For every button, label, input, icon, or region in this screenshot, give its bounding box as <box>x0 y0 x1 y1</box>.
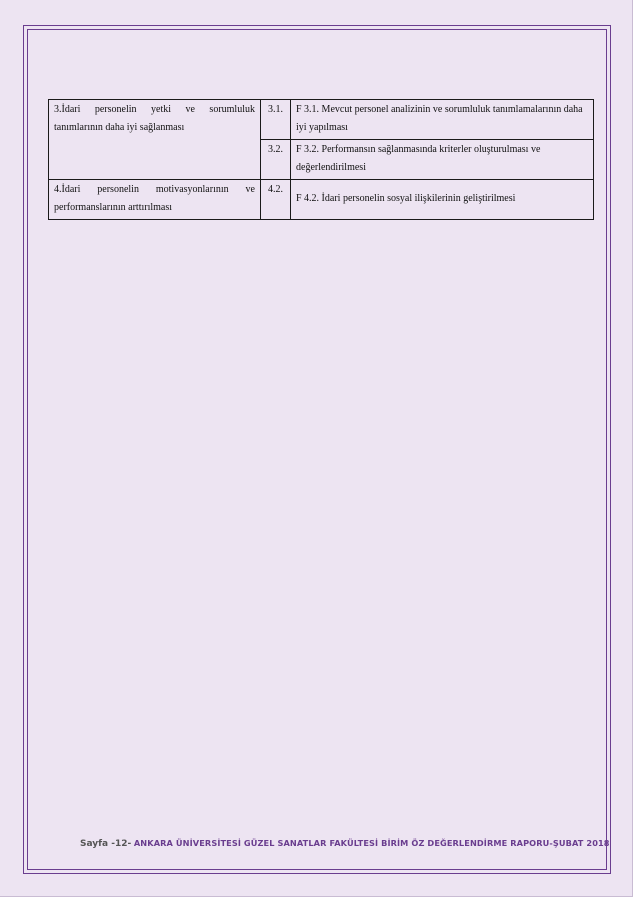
goal-text-line: 4.İdari personelin motivasyonlarının ve <box>54 184 255 195</box>
goals-table <box>48 99 594 220</box>
goal-text-line: 3.İdari personelin yetki ve sorumluluk <box>54 104 255 115</box>
report-title: ANKARA ÜNİVERSİTESİ GÜZEL SANATLAR FAKÜLTESİ BİRİM ÖZ DEĞERLENDİRME RAPORU-ŞUBAT 2018 <box>133 838 610 848</box>
goal-cell <box>49 180 261 220</box>
table-row <box>49 100 594 140</box>
page-number: Sayfa -12- <box>80 839 132 849</box>
item-number: 4.2. <box>261 180 291 220</box>
goal-text-line: performanslarının arttırılması <box>54 202 173 213</box>
table-row <box>49 180 594 220</box>
page-footer <box>80 838 610 849</box>
goal-cell <box>49 100 261 180</box>
item-number: 3.2. <box>261 140 291 180</box>
item-number: 3.1. <box>261 100 291 140</box>
item-description: F 4.2. İdari personelin sosyal ilişkilerinin geliştirilmesi <box>291 180 594 220</box>
goal-text-line: tanımlarının daha iyi sağlanması <box>54 122 185 133</box>
item-description: F 3.2. Performansın sağlanmasında kriterler oluşturulması ve değerlendirilmesi <box>291 140 594 180</box>
item-description: F 3.1. Mevcut personel analizinin ve sorumluluk tanımlamalarının daha iyi yapılması <box>291 100 594 140</box>
